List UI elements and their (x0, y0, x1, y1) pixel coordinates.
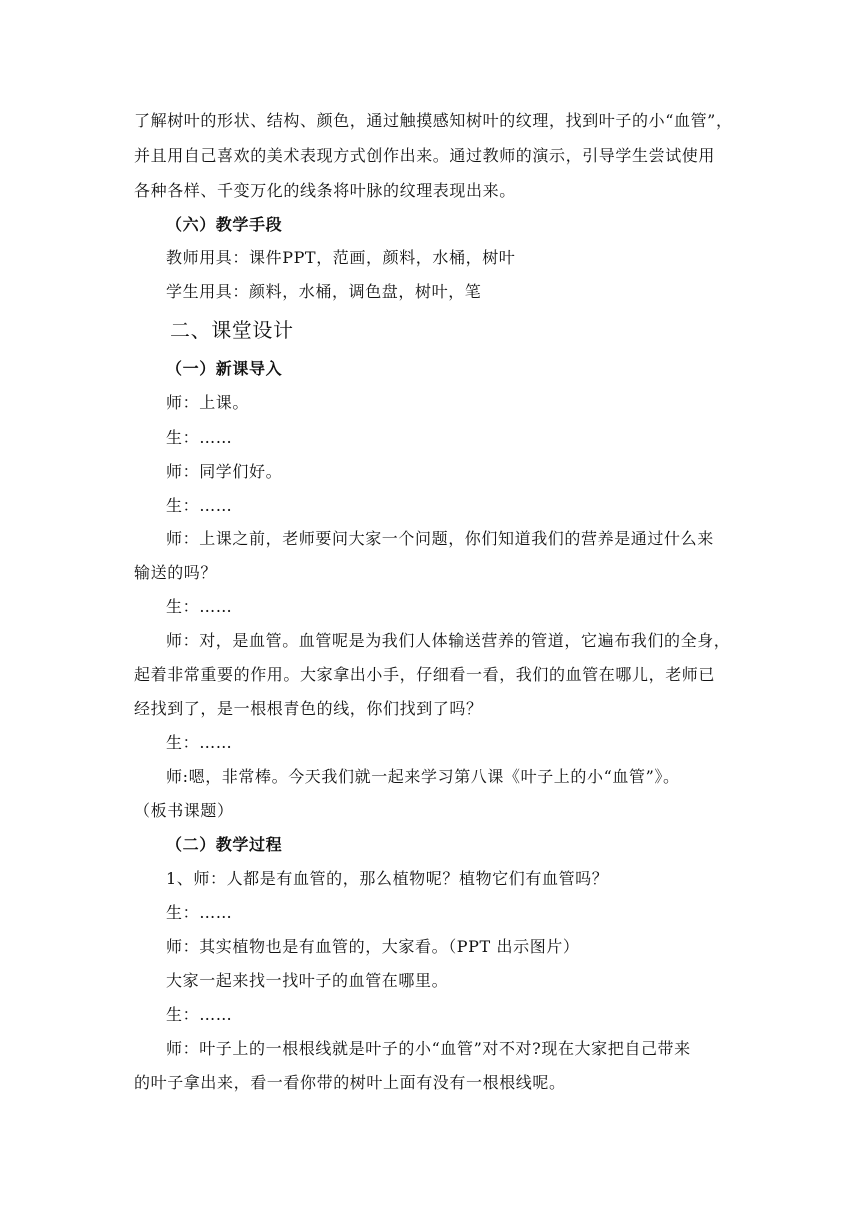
dialogue-line: 经找到了，是一根根青色的线，你们找到了吗？ (134, 699, 483, 718)
paragraph-line: 了解树叶的形状、结构、颜色，通过触摸感知树叶的纹理，找到叶子的小“血管”， (134, 111, 733, 130)
dialogue-line: 生：…… (166, 597, 233, 616)
dialogue-line: 生：…… (166, 428, 233, 447)
dialogue-line: 1、师：人都是有血管的，那么植物呢？植物它们有血管吗？ (166, 869, 609, 888)
section-heading: （二）教学过程 (166, 835, 283, 854)
dialogue-line: 师：叶子上的一根根线就是叶子的小“血管”对不对?现在大家把自己带来 (166, 1039, 691, 1058)
dialogue-line: 生：…… (166, 496, 233, 515)
dialogue-line: （板书课题） (134, 801, 234, 820)
dialogue-line: 师：其实植物也是有血管的，大家看。（PPT 出示图片） (166, 937, 580, 956)
dialogue-line: 输送的吗？ (134, 563, 218, 582)
dialogue-line: 师：上课之前，老师要问大家一个问题，你们知道我们的营养是通过什么来 (166, 529, 714, 548)
dialogue-line: 师：同学们好。 (166, 462, 283, 481)
dialogue-line: 生：…… (166, 733, 233, 752)
dialogue-line: 师：对，是血管。血管呢是为我们人体输送营养的管道，它遍布我们的全身， (166, 631, 731, 650)
paragraph-line: 各种各样、千变万化的线条将叶脉的纹理表现出来。 (134, 181, 516, 200)
dialogue-line: 大家一起来找一找叶子的血管在哪里。 (166, 971, 449, 990)
section-heading: （六）教学手段 (166, 215, 283, 234)
dialogue-line: 生：…… (166, 903, 233, 922)
dialogue-line: 师:嗯，非常棒。今天我们就一起来学习第八课《叶子上的小“血管”》。 (166, 767, 680, 786)
paragraph-line: 学生用具：颜料，水桶，调色盘，树叶，笔 (166, 282, 482, 301)
paragraph-line: 教师用具：课件PPT，范画，颜料，水桶，树叶 (166, 248, 516, 267)
dialogue-line: 师：上课。 (166, 393, 250, 412)
section-heading: （一）新课导入 (166, 359, 283, 378)
paragraph-line: 并且用自己喜欢的美术表现方式创作出来。通过教师的演示，引导学生尝试使用 (134, 146, 716, 165)
dialogue-line: 生：…… (166, 1005, 233, 1024)
dialogue-line: 起着非常重要的作用。大家拿出小手，仔细看一看，我们的血管在哪儿，老师已 (134, 665, 716, 684)
chapter-heading: 二、课堂设计 (170, 318, 294, 342)
dialogue-line: 的叶子拿出来，看一看你带的树叶上面有没有一根根线呢。 (134, 1073, 566, 1092)
